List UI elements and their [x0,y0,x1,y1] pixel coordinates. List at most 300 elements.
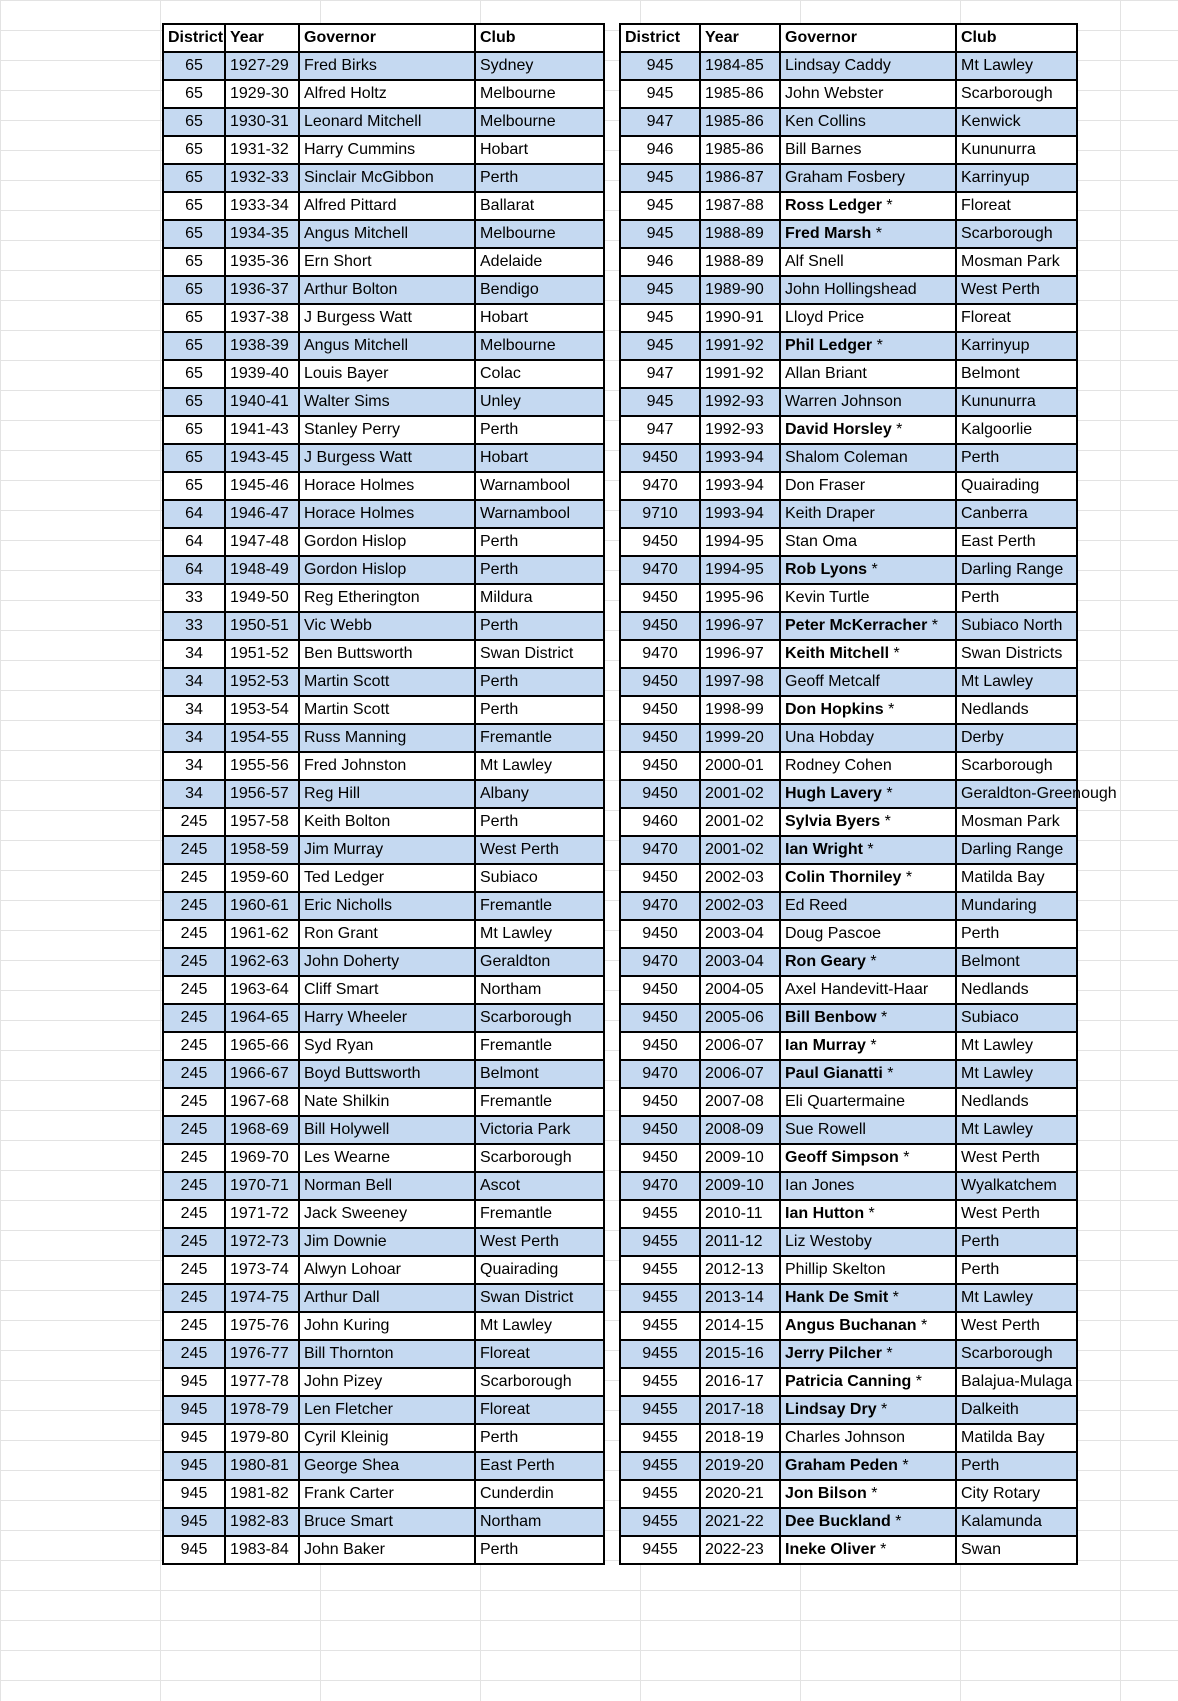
governor-name: Louis Bayer [304,365,389,382]
governor-cell [780,472,956,500]
club-cell: Scarborough [956,752,1077,780]
governor-name: Warren Johnson [785,393,902,410]
club-cell: Belmont [475,1060,604,1088]
year-cell: 1934-35 [225,220,299,248]
year-cell: 2001-02 [700,780,780,808]
asterisk-marker: * [876,1401,888,1418]
table-row [620,304,1077,332]
table-row [620,1004,1077,1032]
table-row [620,1284,1077,1312]
table-row [620,52,1077,80]
year-cell: 1945-46 [225,472,299,500]
governor-cell [299,276,475,304]
governor-name: Lindsay Caddy [785,57,891,74]
governor-name: Len Fletcher [304,1401,393,1418]
year-cell: 1989-90 [700,276,780,304]
table-row [163,1256,604,1284]
district-cell: 9450 [620,1004,700,1032]
club-cell: West Perth [956,1144,1077,1172]
district-cell: 9470 [620,1172,700,1200]
asterisk-marker: * [889,645,900,662]
table-row [620,1088,1077,1116]
governor-name: Les Wearne [304,1149,390,1166]
district-cell: 64 [163,528,225,556]
year-cell: 2020-21 [700,1480,780,1508]
district-cell: 9455 [620,1200,700,1228]
governor-cell [299,136,475,164]
district-cell: 245 [163,1228,225,1256]
year-cell: 1991-92 [700,360,780,388]
governor-name: John Baker [304,1541,385,1558]
governor-name: Frank Carter [304,1485,394,1502]
governor-cell [299,948,475,976]
asterisk-marker: * [866,1485,878,1502]
year-cell: 1984-85 [700,52,780,80]
governor-cell [299,472,475,500]
table-row [163,640,604,668]
year-cell: 1990-91 [700,304,780,332]
governor-name: Jerry Pilcher [785,1345,882,1362]
table-row [163,164,604,192]
club-cell: Perth [475,416,604,444]
governor-name: Dee Buckland [785,1513,891,1530]
governor-name: Charles Johnson [785,1429,906,1446]
governor-name: Doug Pascoe [785,925,882,942]
year-cell: 1969-70 [225,1144,299,1172]
district-cell: 9450 [620,584,700,612]
governor-name: Graham Fosbery [785,169,906,186]
district-cell: 245 [163,1284,225,1312]
year-cell: 1997-98 [700,668,780,696]
club-cell: Fremantle [475,1032,604,1060]
club-cell: Victoria Park [475,1116,604,1144]
district-cell: 65 [163,360,225,388]
club-cell: Perth [475,1424,604,1452]
district-cell: 9450 [620,444,700,472]
year-cell: 1976-77 [225,1340,299,1368]
year-cell: 2002-03 [700,892,780,920]
table-row [163,80,604,108]
year-cell: 1953-54 [225,696,299,724]
asterisk-marker: * [911,1373,922,1390]
year-cell: 2022-23 [700,1536,780,1564]
year-cell: 1980-81 [225,1452,299,1480]
governor-cell [299,528,475,556]
table-row [620,780,1077,808]
district-cell: 65 [163,332,225,360]
club-cell: Floreat [956,304,1077,332]
year-cell: 2014-15 [700,1312,780,1340]
table-row [163,556,604,584]
club-cell: Perth [475,556,604,584]
governor-name: Axel Handevitt-Haar [785,981,929,998]
governor-cell [299,724,475,752]
year-cell: 1972-73 [225,1228,299,1256]
governor-name: John Pizey [304,1373,383,1390]
table-row [163,1032,604,1060]
header-club: Club [475,24,604,52]
governor-name: Sylvia Byers [785,813,881,830]
governor-name: Paul Gianatti [785,1065,883,1082]
club-cell: Matilda Bay [956,1424,1077,1452]
club-cell: East Perth [956,528,1077,556]
governor-cell [299,416,475,444]
district-cell: 945 [163,1480,225,1508]
table-row [163,304,604,332]
district-cell: 9450 [620,668,700,696]
governor-cell [780,108,956,136]
governor-name: Alf Snell [785,253,844,270]
governor-name: Angus Mitchell [304,337,409,354]
governor-name: Don Fraser [785,477,866,494]
club-cell: Swan District [475,640,604,668]
governor-cell [780,864,956,892]
header-year: Year [700,24,780,52]
year-cell: 1996-97 [700,612,780,640]
club-cell: Mt Lawley [956,668,1077,696]
year-cell: 1995-96 [700,584,780,612]
year-cell: 1940-41 [225,388,299,416]
year-cell: 1986-87 [700,164,780,192]
governor-name: Fred Johnston [304,757,407,774]
governor-cell [780,1256,956,1284]
year-cell: 1968-69 [225,1116,299,1144]
governor-cell [780,808,956,836]
governor-cell [780,500,956,528]
governor-cell [299,1032,475,1060]
district-cell: 245 [163,892,225,920]
year-cell: 2009-10 [700,1172,780,1200]
club-cell: Swan Districts [956,640,1077,668]
club-cell: Mt Lawley [475,920,604,948]
year-cell: 1981-82 [225,1480,299,1508]
governor-name: J Burgess Watt [304,309,412,326]
governor-name: Patricia Canning [785,1373,912,1390]
district-cell: 9470 [620,556,700,584]
district-cell: 9470 [620,892,700,920]
governor-cell [299,360,475,388]
table-row [163,1284,604,1312]
district-cell: 245 [163,1032,225,1060]
club-cell: Darling Range [956,556,1077,584]
district-cell: 945 [163,1424,225,1452]
club-cell: Mt Lawley [475,1312,604,1340]
table-row [620,388,1077,416]
year-cell: 2017-18 [700,1396,780,1424]
table-row [620,1508,1077,1536]
governor-name: Jim Downie [304,1233,387,1250]
club-cell: Nedlands [956,1088,1077,1116]
club-cell: Mt Lawley [956,1116,1077,1144]
table-row [620,724,1077,752]
club-cell: Cunderdin [475,1480,604,1508]
year-cell: 1946-47 [225,500,299,528]
club-cell: Belmont [956,360,1077,388]
district-cell: 9450 [620,1144,700,1172]
governor-cell [299,248,475,276]
header-club: Club [956,24,1077,52]
district-cell: 64 [163,556,225,584]
year-cell: 1966-67 [225,1060,299,1088]
table-row [163,360,604,388]
year-cell: 1947-48 [225,528,299,556]
year-cell: 1967-68 [225,1088,299,1116]
club-cell: Mildura [475,584,604,612]
governor-cell [299,332,475,360]
year-cell: 1992-93 [700,416,780,444]
table-row [620,528,1077,556]
district-cell: 947 [620,360,700,388]
table-row [620,752,1077,780]
club-cell: Melbourne [475,108,604,136]
club-cell: West Perth [956,276,1077,304]
year-cell: 1991-92 [700,332,780,360]
year-cell: 1938-39 [225,332,299,360]
governor-name: Ian Murray [785,1037,866,1054]
governor-cell [780,948,956,976]
district-cell: 245 [163,836,225,864]
club-cell: Subiaco [956,1004,1077,1032]
governor-cell [780,1480,956,1508]
header-row [620,24,1077,52]
governor-name: John Hollingshead [785,281,917,298]
governor-name: John Kuring [304,1317,390,1334]
table-row [620,1228,1077,1256]
governor-cell [299,164,475,192]
club-cell: Nedlands [956,696,1077,724]
club-cell: Mosman Park [956,808,1077,836]
governor-name: Rob Lyons [785,561,868,578]
district-cell: 945 [163,1536,225,1564]
governor-cell [780,528,956,556]
year-cell: 1993-94 [700,444,780,472]
asterisk-marker: * [898,1149,910,1166]
district-cell: 9455 [620,1424,700,1452]
governor-cell [299,1144,475,1172]
district-cell: 945 [620,304,700,332]
year-cell: 2010-11 [700,1200,780,1228]
year-cell: 1955-56 [225,752,299,780]
club-cell: Ascot [475,1172,604,1200]
governor-name: Sue Rowell [785,1121,866,1138]
club-cell: Karrinyup [956,164,1077,192]
governor-cell [780,1340,956,1368]
year-cell: 1948-49 [225,556,299,584]
club-cell: West Perth [956,1312,1077,1340]
club-cell: Darling Range [956,836,1077,864]
district-cell: 65 [163,108,225,136]
club-cell: Canberra [956,500,1077,528]
asterisk-marker: * [865,1037,877,1054]
governor-cell [780,1032,956,1060]
asterisk-marker: * [881,197,893,214]
club-cell: Scarborough [475,1368,604,1396]
table-row [163,1116,604,1144]
club-cell: Belmont [956,948,1077,976]
club-cell: Northam [475,976,604,1004]
governor-cell [299,668,475,696]
governor-name: Graham Peden [785,1457,898,1474]
year-cell: 1999-20 [700,724,780,752]
governor-cell [299,388,475,416]
club-cell: Wyalkatchem [956,1172,1077,1200]
governor-name: Rodney Cohen [785,757,892,774]
table-row [163,1004,604,1032]
governor-name: Arthur Bolton [304,281,398,298]
district-cell: 9450 [620,920,700,948]
governor-name: Hank De Smit [785,1289,889,1306]
district-cell: 65 [163,220,225,248]
club-cell: Geraldton [475,948,604,976]
district-cell: 945 [163,1368,225,1396]
club-cell: Warnambool [475,472,604,500]
governor-cell [299,1200,475,1228]
district-cell: 9455 [620,1508,700,1536]
year-cell: 2001-02 [700,836,780,864]
club-cell: Warnambool [475,500,604,528]
table-row [163,528,604,556]
club-cell: Perth [475,164,604,192]
header-district: District [163,24,225,52]
club-cell: Perth [956,1256,1077,1284]
governor-name: Reg Hill [304,785,361,802]
governor-name: Horace Holmes [304,477,415,494]
governor-cell [780,332,956,360]
year-cell: 1988-89 [700,220,780,248]
year-cell: 1964-65 [225,1004,299,1032]
club-cell: Scarborough [956,80,1077,108]
table-row [163,332,604,360]
year-cell: 1930-31 [225,108,299,136]
district-cell: 34 [163,696,225,724]
asterisk-marker: * [888,1289,899,1306]
district-cell: 9450 [620,864,700,892]
district-cell: 245 [163,1116,225,1144]
governor-cell [780,80,956,108]
district-cell: 9455 [620,1340,700,1368]
governor-name: Reg Etherington [304,589,420,606]
club-cell: Mosman Park [956,248,1077,276]
club-cell: Albany [475,780,604,808]
table-row [163,248,604,276]
governor-cell [299,500,475,528]
district-cell: 947 [620,416,700,444]
district-cell: 9455 [620,1368,700,1396]
governor-name: Ben Buttsworth [304,645,413,662]
governor-cell [780,584,956,612]
table-row [620,360,1077,388]
club-cell: Scarborough [956,220,1077,248]
table-row [163,1452,604,1480]
governor-name: Stan Oma [785,533,858,550]
governor-name: Harry Wheeler [304,1009,408,1026]
district-cell: 245 [163,948,225,976]
district-cell: 245 [163,1144,225,1172]
governor-cell [780,780,956,808]
table-row [163,1424,604,1452]
table-row [620,1312,1077,1340]
district-cell: 65 [163,472,225,500]
governor-name: Jim Murray [304,841,384,858]
table-row [163,108,604,136]
governor-name: Ross Ledger [785,197,882,214]
governor-name: Hugh Lavery [785,785,882,802]
district-cell: 945 [620,52,700,80]
table-row [620,472,1077,500]
table-row [620,640,1077,668]
governor-name: John Webster [785,85,884,102]
club-cell: Perth [475,808,604,836]
district-cell: 9470 [620,836,700,864]
table-row [163,1228,604,1256]
governor-cell [299,584,475,612]
year-cell: 1985-86 [700,80,780,108]
year-cell: 2019-20 [700,1452,780,1480]
table-row [620,920,1077,948]
governor-name: Keith Mitchell [785,645,890,662]
year-cell: 2006-07 [700,1060,780,1088]
club-cell: Balajua-Mulaga [956,1368,1077,1396]
year-cell: 1941-43 [225,416,299,444]
table-row [163,1480,604,1508]
governor-name: Jack Sweeney [304,1205,408,1222]
club-cell: Floreat [475,1340,604,1368]
club-cell: Ballarat [475,192,604,220]
district-cell: 65 [163,444,225,472]
governor-name: Syd Ryan [304,1037,374,1054]
table-row [620,612,1077,640]
table-row [620,1396,1077,1424]
district-cell: 34 [163,780,225,808]
year-cell: 1973-74 [225,1256,299,1284]
governor-name: Lindsay Dry [785,1401,877,1418]
governor-cell [780,444,956,472]
header-governor: Governor [299,24,475,52]
year-cell: 2004-05 [700,976,780,1004]
year-cell: 1987-88 [700,192,780,220]
asterisk-marker: * [875,1541,887,1558]
governor-name: Lloyd Price [785,309,865,326]
club-cell: Mt Lawley [475,752,604,780]
district-cell: 9450 [620,752,700,780]
district-cell: 945 [620,192,700,220]
district-cell: 947 [620,108,700,136]
governor-cell [299,1508,475,1536]
governor-cell [780,276,956,304]
governor-cell [299,892,475,920]
governor-name: Bruce Smart [304,1513,393,1530]
year-cell: 2012-13 [700,1256,780,1284]
year-cell: 1950-51 [225,612,299,640]
asterisk-marker: * [897,1457,909,1474]
club-cell: Fremantle [475,1088,604,1116]
governor-cell [780,612,956,640]
table-row [620,1116,1077,1144]
governor-name: Phillip Skelton [785,1261,886,1278]
district-cell: 946 [620,136,700,164]
table-row [620,444,1077,472]
governor-name: Vic Webb [304,617,372,634]
table-row [163,696,604,724]
club-cell: Kununurra [956,388,1077,416]
governor-cell [780,1116,956,1144]
table-row [163,1312,604,1340]
club-cell: Kalamunda [956,1508,1077,1536]
table-row [163,612,604,640]
year-cell: 2013-14 [700,1284,780,1312]
header-district: District [620,24,700,52]
table-row [163,976,604,1004]
